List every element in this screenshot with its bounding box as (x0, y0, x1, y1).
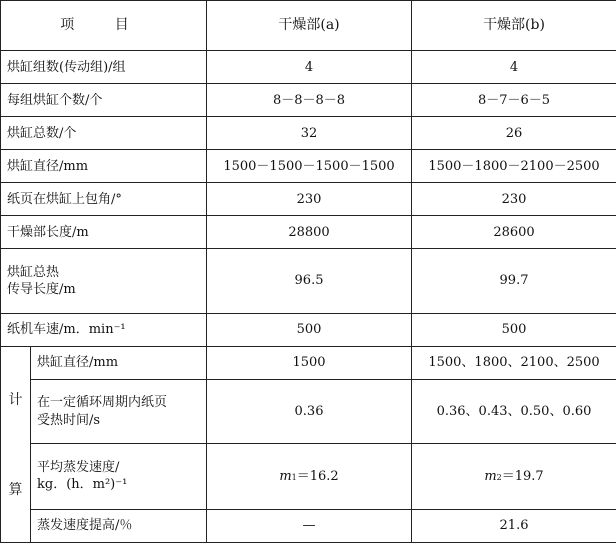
calc-row-label (31, 444, 207, 510)
calc-row (1, 380, 616, 444)
calc-label-line2: 受热时间/s (37, 412, 101, 428)
calc-value-b: 21.6 (412, 509, 616, 542)
calc-value-a (207, 444, 412, 510)
calc-row-label (31, 380, 207, 444)
row-label (1, 249, 207, 314)
formula-sub-b: 2 (496, 472, 502, 482)
table-row (1, 249, 616, 314)
table-row (1, 150, 616, 183)
row-value-b: 8－7－6－5 (412, 84, 616, 117)
calc-group-label (1, 347, 31, 543)
formula-sub-a: 1 (291, 472, 297, 482)
row-value-b: 28600 (412, 216, 616, 249)
row-label-line2: 传导长度/m (7, 282, 76, 298)
calc-label-line1: 平均蒸发速度/ (37, 459, 120, 475)
row-value-a: 32 (207, 117, 412, 150)
formula-val-a: ＝16.2 (296, 468, 339, 484)
row-label: 每组烘缸个数/个 (1, 84, 207, 117)
calc-value-a: 0.36 (207, 380, 412, 444)
row-value-b: 99.7 (412, 249, 616, 314)
table-row (1, 216, 616, 249)
row-value-b: 500 (412, 314, 616, 347)
row-label: 烘缸组数(传动组)/组 (1, 51, 207, 84)
header-item-text: 项 目 (60, 17, 147, 34)
row-label: 纸页在烘缸上包角/° (1, 183, 207, 216)
row-value-a: 4 (207, 51, 412, 84)
row-value-b: 1500－1800－2100－2500 (412, 150, 616, 183)
row-value-a: 500 (207, 314, 412, 347)
row-label: 干燥部长度/m (1, 216, 207, 249)
table-row (1, 51, 616, 84)
calc-row (1, 509, 616, 542)
formula-var-b: m (484, 468, 497, 484)
calc-value-b: 1500、1800、2100、2500 (412, 347, 616, 380)
calc-value-a: 1500 (207, 347, 412, 380)
row-value-b: 26 (412, 117, 616, 150)
row-label: 纸机车速/m．min⁻¹ (1, 314, 207, 347)
calc-value-b (412, 444, 616, 510)
table-row (1, 84, 616, 117)
header-col-b: 干燥部(b) (412, 1, 616, 51)
table-row (1, 314, 616, 347)
row-value-a: 230 (207, 183, 412, 216)
calc-char-1: 计 (8, 391, 23, 408)
header-item (1, 1, 207, 51)
row-label: 烘缸总数/个 (1, 117, 207, 150)
row-value-a: 8－8－8－8 (207, 84, 412, 117)
row-value-b: 4 (412, 51, 616, 84)
calc-label-line1: 在一定循环周期内纸页 (37, 395, 168, 411)
row-value-a: 1500－1500－1500－1500 (207, 150, 412, 183)
row-label-line1: 烘缸总热 (7, 264, 60, 280)
calc-label-line2: kg．(h．m²)⁻¹ (37, 477, 128, 493)
table-row (1, 183, 616, 216)
calc-char-2: 算 (8, 481, 23, 498)
calc-row (1, 347, 616, 380)
calc-row-label: 烘缸直径/mm (31, 347, 207, 380)
table-row (1, 117, 616, 150)
row-value-b: 230 (412, 183, 616, 216)
calc-row-label: 蒸发速度提高/％ (31, 509, 207, 542)
row-label: 烘缸直径/mm (1, 150, 207, 183)
row-value-a: 28800 (207, 216, 412, 249)
table-header-row (1, 1, 616, 51)
calc-value-b: 0.36、0.43、0.50、0.60 (412, 380, 616, 444)
calc-value-a: — (207, 509, 412, 542)
formula-var-a: m (279, 468, 292, 484)
formula-val-b: ＝19.7 (501, 468, 544, 484)
header-col-a: 干燥部(a) (207, 1, 412, 51)
calc-row (1, 444, 616, 510)
row-value-a: 96.5 (207, 249, 412, 314)
